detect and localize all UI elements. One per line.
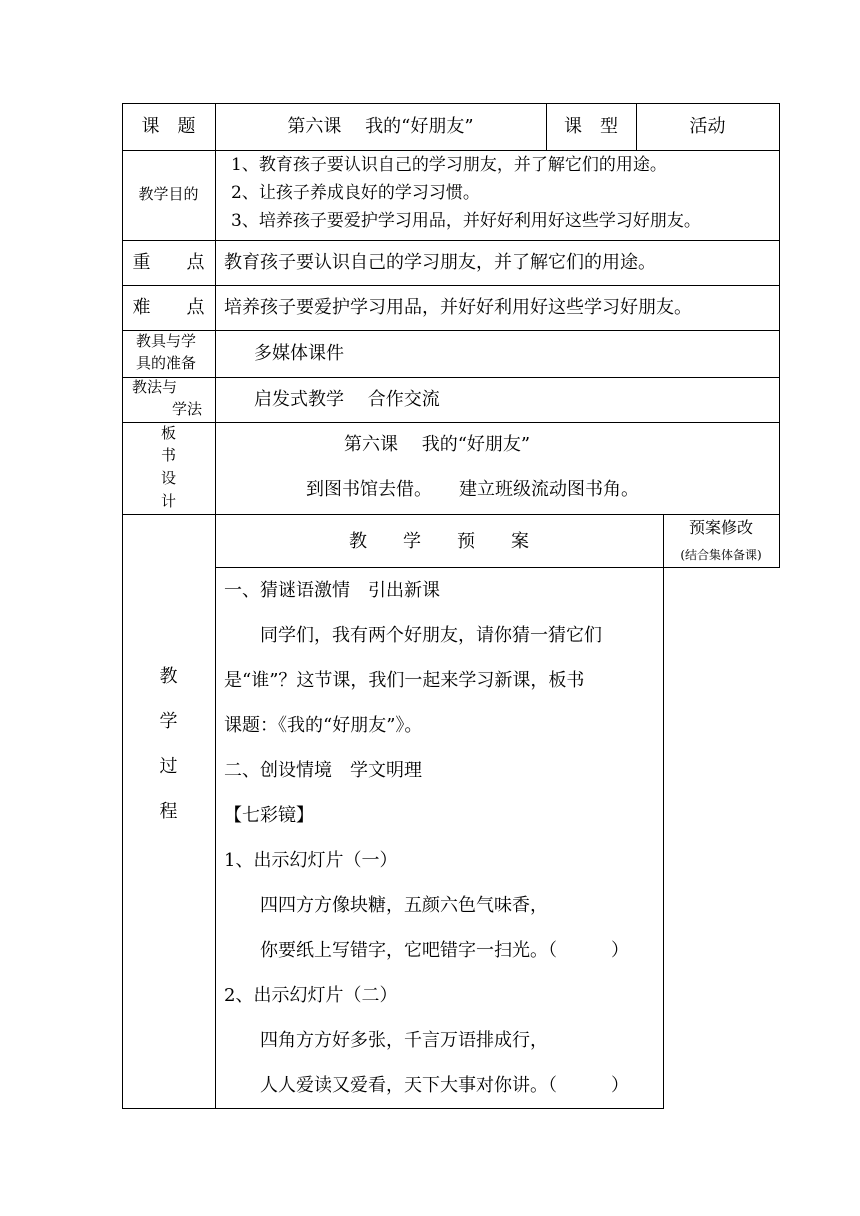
row-divider [122,514,779,515]
objective-item: 3、培养孩子要爱护学习用品，并好好利用好这些学习好朋友。 [231,211,701,231]
table-border-bottom [122,1108,664,1109]
methods-label: 教法与 [132,378,178,396]
row-divider [122,285,779,286]
plan-line: 【七彩镜】 [224,805,314,826]
process-label-char: 过 [159,756,178,777]
type-label: 课 型 [564,116,618,137]
lesson-title: 第六课 我的“好朋友” [287,116,474,137]
col-divider [663,514,664,1109]
methods-label: 学法 [172,400,203,418]
row-divider [122,150,779,151]
col-divider [215,103,216,1109]
table-border-right [779,103,780,568]
row-divider [122,240,779,241]
topic-label: 课 题 [141,116,196,137]
difficulty-text: 培养孩子要爱护学习用品，并好好利用好这些学习好朋友。 [224,297,692,318]
board-label-char: 板 [160,424,176,442]
plan-line: 同学们，我有两个好朋友，请你猜一猜它们 [224,625,602,646]
objective-item: 2、让孩子养成良好的学习习惯。 [231,183,480,203]
row-divider [122,422,779,423]
difficulty-label: 难 点 [132,297,205,318]
board-line: 到图书馆去借。 建立班级流动图书角。 [306,479,639,500]
row-divider [122,377,779,378]
plan-line: 课题：《我的“好朋友”》。 [224,715,423,736]
key-point-text: 教育孩子要认识自己的学习朋友，并了解它们的用途。 [224,252,656,273]
plan-line: 一、猜谜语激情 引出新课 [224,580,440,601]
objectives-label: 教学目的 [138,185,199,203]
methods-text: 启发式教学 合作交流 [254,389,440,410]
revision-heading: 预案修改 [688,518,753,537]
plan-line: 二、创设情境 学文明理 [224,760,422,781]
revision-note: (结合集体备课) [680,548,762,562]
objective-item: 1、教育孩子要认识自己的学习朋友，并了解它们的用途。 [231,155,667,175]
materials-label: 教具与学 [136,332,197,350]
plan-line: 四角方方好多张，千言万语排成行， [224,1030,548,1051]
key-point-label: 重 点 [132,252,205,273]
lesson-type: 活动 [689,116,726,137]
row-divider [215,567,779,568]
process-label-char: 教 [159,666,178,687]
plan-line: 人人爱读又爱看，天下大事对你讲。（ ） [224,1075,629,1096]
table-border-top [122,103,779,104]
plan-line: 你要纸上写错字，它吧错字一扫光。（ ） [224,940,629,961]
materials-text: 多媒体课件 [254,343,344,364]
board-line: 第六课 我的“好朋友” [344,434,531,455]
row-divider [122,330,779,331]
plan-line: 是“谁”？这节课，我们一起来学习新课，板书 [224,670,585,691]
board-label-char: 设 [160,469,176,487]
plan-line: 四四方方像块糖，五颜六色气味香， [224,895,548,916]
plan-heading: 教 学 预 案 [349,531,529,552]
plan-line: 1、出示幻灯片（一） [224,850,398,871]
board-label-char: 计 [160,492,176,510]
process-label-char: 程 [159,801,178,822]
board-label-char: 书 [160,446,176,464]
process-label-char: 学 [159,711,178,732]
plan-line: 2、出示幻灯片（二） [224,985,398,1006]
materials-label: 具的准备 [136,354,197,372]
